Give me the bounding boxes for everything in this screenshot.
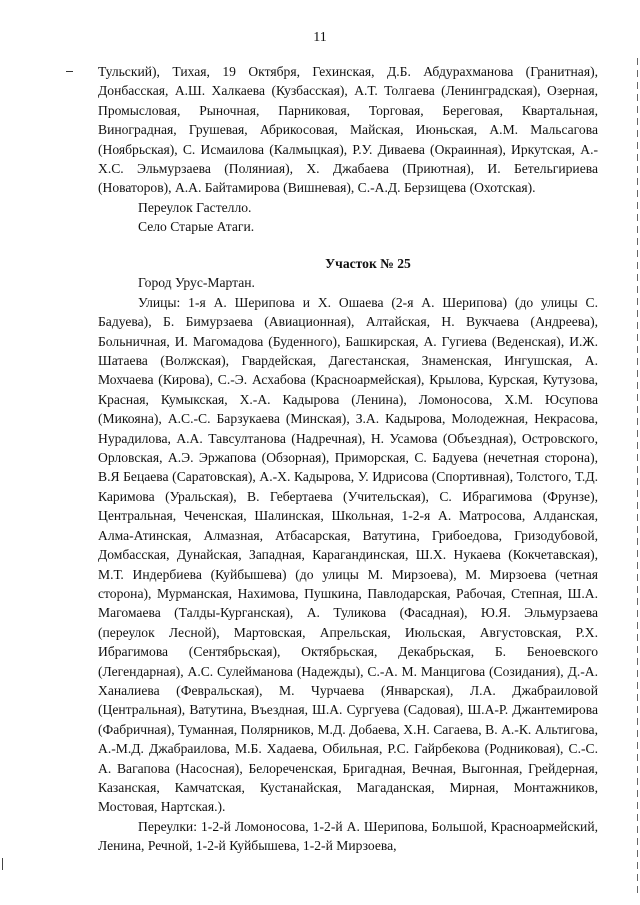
scan-edge-line [637, 58, 638, 893]
village-line: Село Старые Атаги. [138, 219, 255, 235]
page-number: 11 [313, 30, 327, 45]
margin-tick [2, 858, 3, 870]
lanes-paragraph: Переулки: 1-2-й Ломоносова, 1-2-й А. Шерипова, Большой, Красноармейский, Ленина, Речной, 1-2-й Куйбышева, 1-2-й Мирзоева, [98, 818, 598, 854]
city-line: Город Урус-Мартан. [138, 275, 255, 291]
section-block [98, 254, 598, 856]
margin-dash [66, 71, 73, 72]
streets-paragraph: Улицы: 1-я А. Шерипова и Х. Ошаева (2-я А. Шерипова) (до улицы С. Бадуева), Б. Бимурзаева (Авиационная), Алтайская, Н. Вукчаева (Андреева), Больничная, И. Магомадова (Буденного), Башкирская, А. Гугиева (Веденская), И.Ж. Шатаева (Волжская), Гвардейская, Дагестанская, Знаменская, Ингушская, А. Мохчаева (Кирова), С.-Э. Асхабова (Красноармейская), Крылова, Курская, Кутузова, Красная, Кумыкская, Х.-А. Кадырова (Ленина), Ломоносова, Х.М. Юсупова (Микояна), А.С.-С. Барзукаева (Минская), З.А. Кадырова, Молодежная, Некрасова, Нурадилова, А.А. Тавсултанова (Надречная), Н. Усамова (Объездная), Островского, Орловская, А.Э. Эржапова (Обзорная), Приморская, С. Бадуева (нечетная сторона), В.Я Бецаева (Саратовская), А.-Х. Кадырова, У. Идрисова (Спортивная), Толстого, Т.Д. Каримова (Уральская), В. Гебертаева (Учительская), С. Ибрагимова (Фрунзе), Центральная, Чеченская, Шалинская, Школьная, 1-2-я А. Матросова, Алданская, Алма-Атинская, Алмазная, Атбасарская, Ватутина, Грибоедова, Гризодубовой, Домбасская, Дунайская, Западная, Карагандинская, Ш.Х. Нукаева (Кокчетавская), М.Т. Индербиева (Куйбышева) (до улицы М. Мирзоева), М. Мирзоева (четная сторона), Мурманская, Нахимова, Пушкина, Павлодарская, Рабочая, Степная, Ш.А. Магомаева (Талды-Курганская), А. Туликова (Фасадная), Ю.Я. Эльмурзаева (переулок Лесной), Мартовская, Апрельская, Июльская, Августовская, Р.Х. Ибрагимова (Сентябрьская), Октябрьская, Декабрьская, Б. Беноевского (Легендарная), А.С. Сулейманова (Надежды), С.-А. М. Манцигова (Созидания), Д.-А. Ханалиева (Февральская), М. Чурчаева (Январская), Л.А. Джабраиловой (Центральная), Ватутина, Въездная, Ш.А. Сургуева (Садовая), Ш.А-Р. Джантемирова (Фабричная), Туманная, Полярников, М.Д. Добаева, Х.Н. Сагаева, В. А.-К. Альтигова, А.-М.Д. Джабраилова, М.Б. Хадаева, Обильная, Р.С. Гайрбекова (Родниковая), С.-С. А. Вагапова (Насосная), Белореченская, Бригадная, Вечная, Выгонная, Грейдерная, Казанская, Камчатская, Кустанайская, Магаданская, Мирная, Монтажников, Мостовая, Нартская.). [98, 294, 598, 815]
lane-line: Переулок Гастелло. [138, 199, 252, 215]
continuation-block [98, 62, 598, 237]
section-title: Участок № 25 [325, 256, 411, 271]
continuation-paragraph: Тульский), Тихая, 19 Октября, Гехинская, Д.Б. Абдурахманова (Гранитная), Донбасская, А.Ш. Халкаева (Кузбасская), А.Т. Толгаева (Ленинградская), Озерная, Промысловая, Рыночная, Парниковая, Торговая, Береговая, Квартальная, Виноградная, Грушевая, Абрикосовая, Майская, Июньская, А.М. Мальсагова (Ноябрьская), С. Исмаилова (Калмыцкая), Р.У. Дивaева (Окраинная), Иркутская, А.-Х.С. Эльмурзаева (Поляниая), Х. Джабаева (Приютная), И. Бетельгириева (Новаторов), А.А. Байтамирова (Вишневая), С.-А.Д. Берзищева (Охотская). [98, 64, 598, 196]
